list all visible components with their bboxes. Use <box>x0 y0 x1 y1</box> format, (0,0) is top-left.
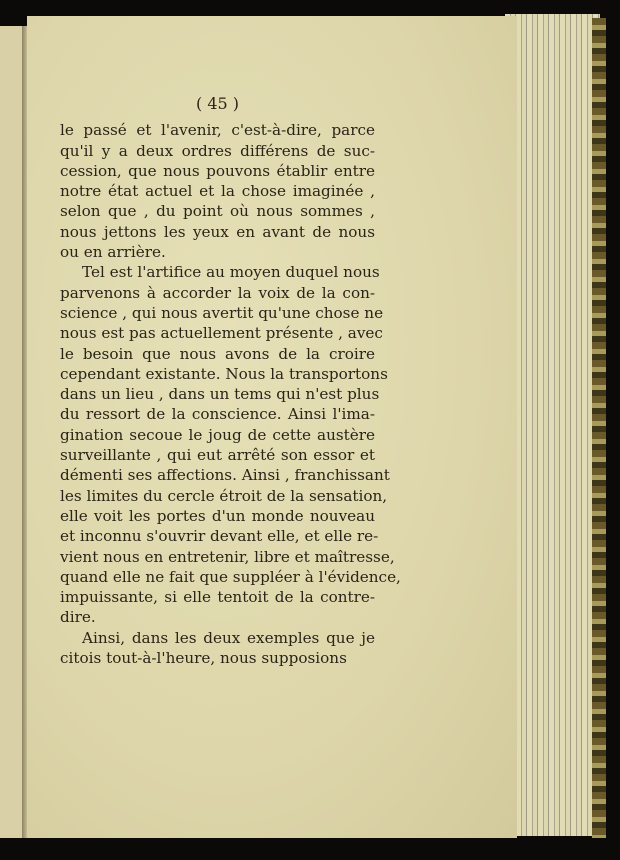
text-line: gination secoue le joug de cette austère <box>60 425 375 444</box>
text-line: notre état actuel et la chose imaginée , <box>60 182 375 201</box>
page-number: ( 45 ) <box>195 94 239 113</box>
text-line: dans un lieu , dans un tems qui n'est plus <box>60 385 380 404</box>
text-line: quand elle ne fait que suppléer à l'évidence, <box>60 567 401 586</box>
text-line: le besoin que nous avons de la croire <box>60 344 375 363</box>
text-line: impuissante, si elle tentoit de la contre- <box>60 588 375 607</box>
text-line: Ainsi, dans les deux exemples que je <box>82 628 375 647</box>
text-line: surveillante , qui eut arrêté son essor et <box>60 446 375 465</box>
text-line: démenti ses affections. Ainsi , franchissant <box>60 466 390 485</box>
text-line: cependant existante. Nous la transportons <box>60 364 388 383</box>
text-line: du ressort de la conscience. Ainsi l'ima- <box>60 405 375 424</box>
page-text <box>60 94 401 668</box>
text-line: vient nous en entretenir, libre et maîtresse, <box>60 547 395 566</box>
text-line: selon que , du point où nous sommes , <box>60 202 375 221</box>
text-line: les limites du cercle étroit de la sensation, <box>60 486 388 505</box>
text-line: elle voit les portes d'un monde nouveau <box>60 506 375 525</box>
text-line: dire. <box>60 608 96 627</box>
text-line: citois tout-à-l'heure, nous supposions <box>60 649 347 668</box>
text-line: ou en arrière. <box>60 243 166 262</box>
page-fore-edges <box>505 14 600 836</box>
marbled-cover <box>592 18 606 838</box>
text-line: et inconnu s'ouvrir devant elle, et elle re- <box>60 527 379 546</box>
text-line: nous est pas actuellement présente , avec <box>60 324 383 343</box>
text-line: cession, que nous pouvons établir entre <box>60 161 375 180</box>
text-line: nous jettons les yeux en avant de nous <box>60 222 375 241</box>
left-page-edge <box>0 26 24 838</box>
text-line: science , qui nous avertit qu'une chose ne <box>60 303 384 322</box>
text-line: le passé et l'avenir, c'est-à-dire, parce <box>60 121 375 140</box>
text-line: qu'il y a deux ordres différens de suc- <box>60 141 375 160</box>
text-line: parvenons à accorder la voix de la con- <box>60 283 375 302</box>
text-line: Tel est l'artifice au moyen duquel nous <box>82 263 380 282</box>
